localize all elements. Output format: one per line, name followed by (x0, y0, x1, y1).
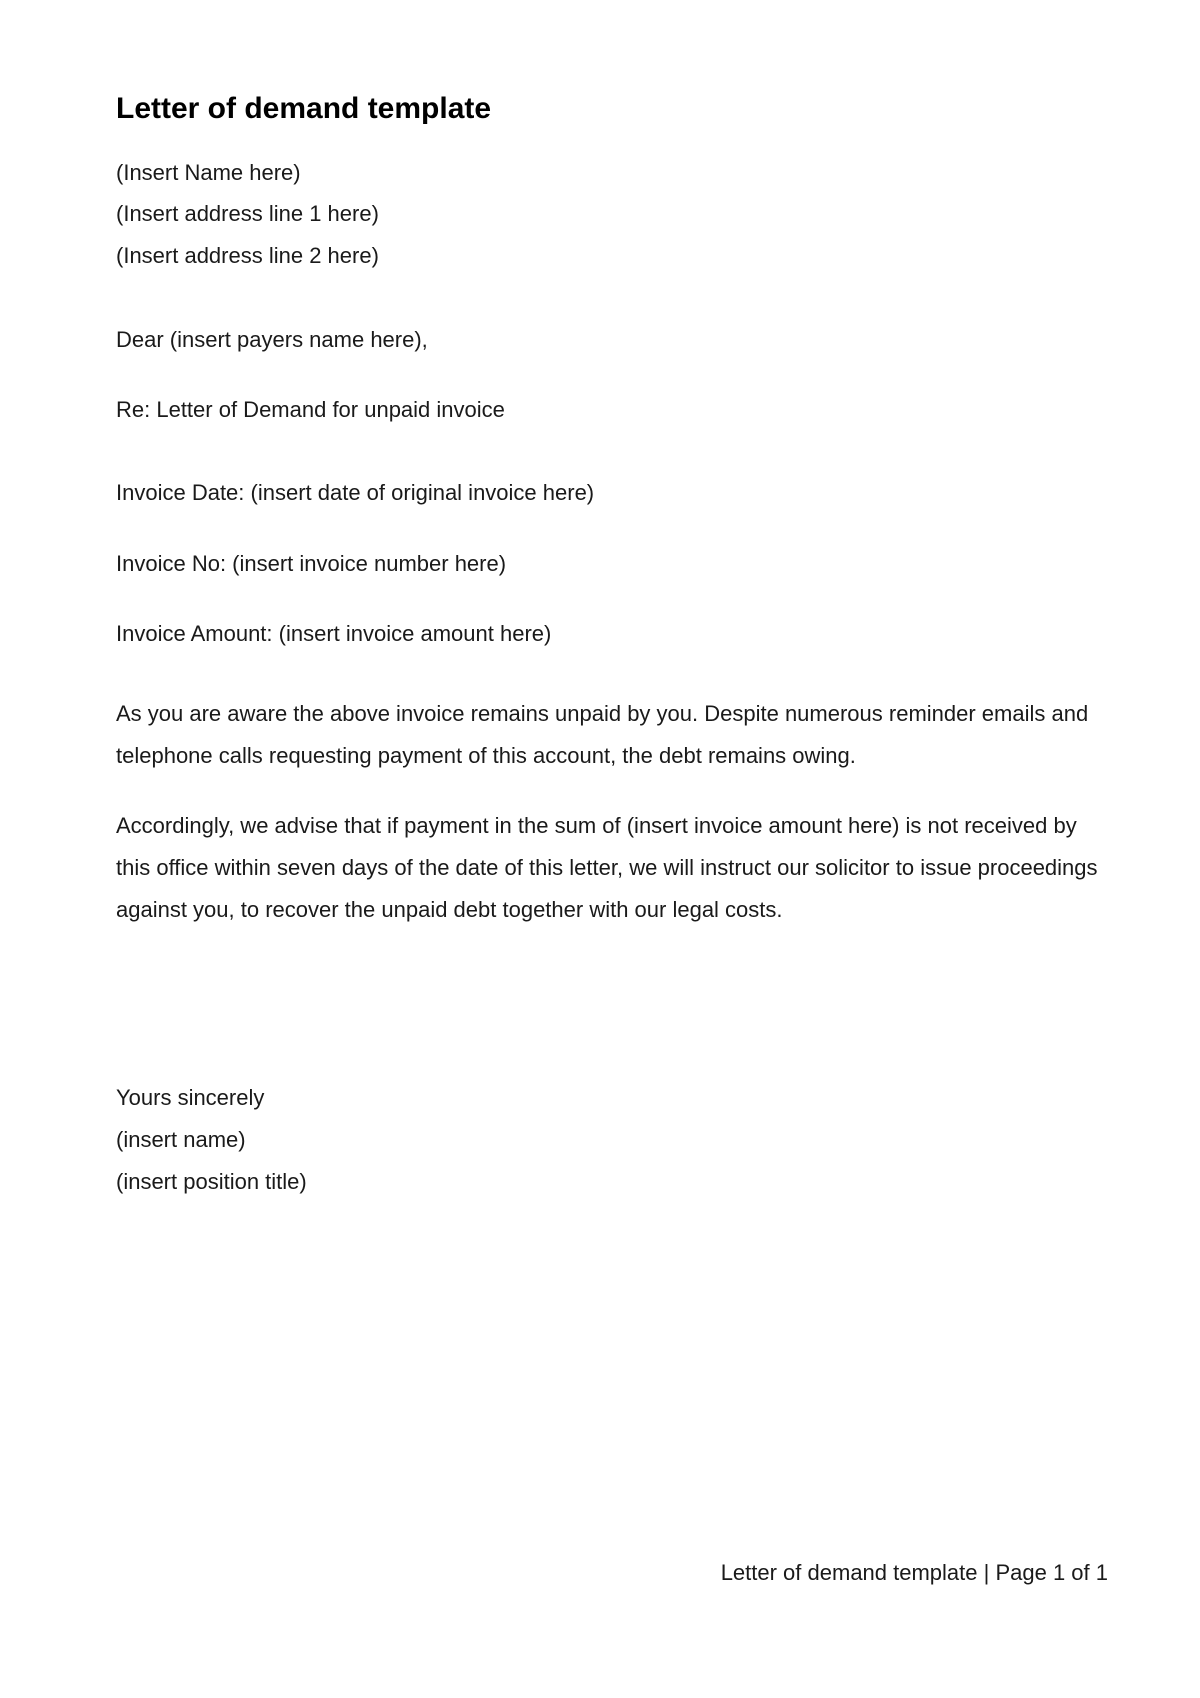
body-paragraph-1: As you are aware the above invoice remains unpaid by you. Despite numerous reminder emails and telephone calls requesting payment of this account, the debt remains owing. (116, 701, 1089, 768)
invoice-amount: Invoice Amount: (insert invoice amount here) (116, 621, 552, 646)
recipient-address-line-2: (Insert address line 2 here) (116, 243, 379, 268)
document-title: Letter of demand template (116, 92, 492, 125)
sign-off: Yours sincerely (116, 1085, 265, 1110)
subject-line: Re: Letter of Demand for unpaid invoice (116, 397, 505, 422)
body-paragraph-2: Accordingly, we advise that if payment in the sum of (insert invoice amount here) is not received by this office within seven days of the date of this letter, we will instruct our solicitor to issue proceedings against you, to recover the unpaid debt together with our legal costs. (116, 813, 1098, 922)
salutation: Dear (insert payers name here), (116, 327, 428, 352)
signatory-position: (insert position title) (116, 1169, 307, 1194)
invoice-number: Invoice No: (insert invoice number here) (116, 551, 507, 576)
recipient-name: (Insert Name here) (116, 160, 301, 185)
invoice-date: Invoice Date: (insert date of original invoice here) (116, 480, 595, 505)
signatory-name: (insert name) (116, 1127, 246, 1152)
page-footer: Letter of demand template | Page 1 of 1 (720, 1560, 1108, 1585)
recipient-address-line-1: (Insert address line 1 here) (116, 201, 379, 226)
